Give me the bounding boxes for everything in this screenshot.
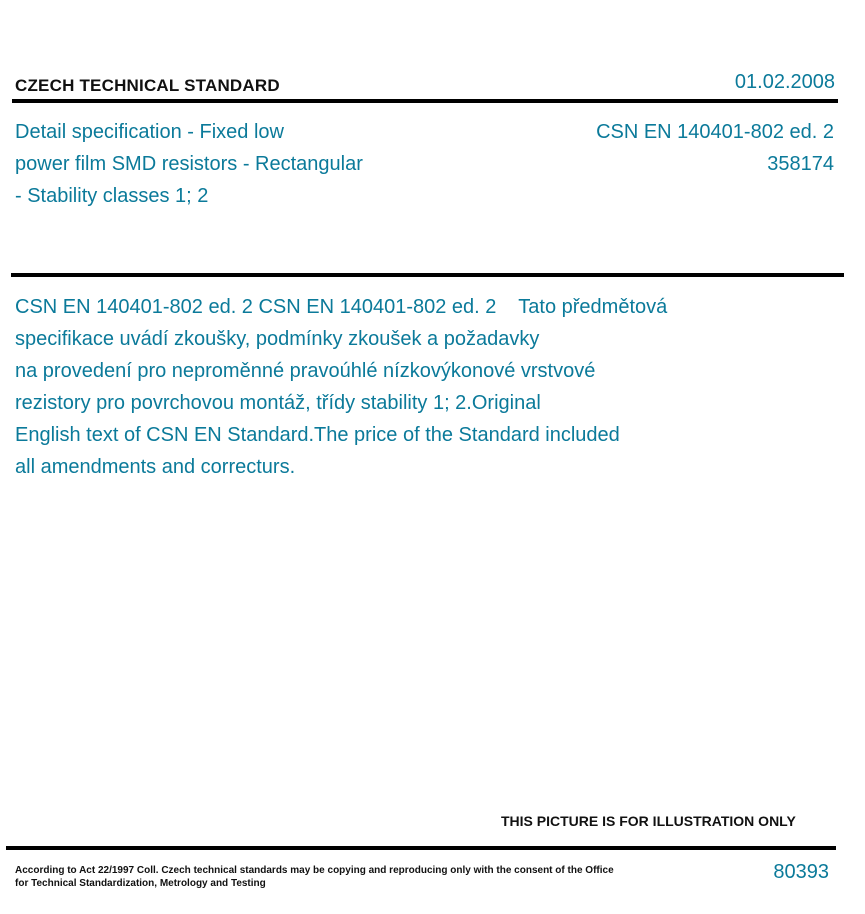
legal-notice-line: According to Act 22/1997 Coll. Czech technical standards may be copying and reproducing only with the consent of the Office bbox=[15, 865, 614, 876]
catalog-number: 358174 bbox=[767, 153, 834, 175]
description-line: specifikace uvádí zkoušky, podmínky zkoušek a požadavky bbox=[15, 328, 540, 350]
legal-notice bbox=[15, 864, 615, 890]
description-line: English text of CSN EN Standard.The price of the Standard included bbox=[15, 424, 620, 446]
section-divider bbox=[11, 273, 844, 277]
standard-title-line: power film SMD resistors - Rectangular bbox=[15, 153, 363, 175]
document-number: 80393 bbox=[773, 861, 829, 883]
legal-notice-line: for Technical Standardization, Metrology and Testing bbox=[15, 878, 266, 889]
standard-title bbox=[15, 116, 363, 212]
illustration-notice: THIS PICTURE IS FOR ILLUSTRATION ONLY bbox=[501, 813, 796, 829]
publication-date: 01.02.2008 bbox=[734, 71, 835, 93]
description-line: CSN EN 140401-802 ed. 2 CSN EN 140401-802 ed. 2 Tato předmětová bbox=[15, 296, 668, 318]
description-line: rezistory pro povrchovou montáž, třídy stability 1; 2.Original bbox=[15, 392, 541, 414]
standard-description bbox=[15, 291, 735, 483]
standard-title-line: - Stability classes 1; 2 bbox=[15, 185, 209, 207]
header-divider bbox=[12, 99, 838, 103]
standard-title-line: Detail specification - Fixed low bbox=[15, 121, 284, 143]
description-line: all amendments and correcturs. bbox=[15, 456, 296, 478]
standard-type-heading: CZECH TECHNICAL STANDARD bbox=[15, 76, 280, 95]
footer-divider bbox=[6, 846, 836, 850]
description-line: na provedení pro neproměnné pravoúhlé nízkovýkonové vrstvové bbox=[15, 360, 596, 382]
standard-designation: CSN EN 140401-802 ed. 2 bbox=[596, 121, 834, 143]
standard-codes bbox=[596, 116, 834, 180]
